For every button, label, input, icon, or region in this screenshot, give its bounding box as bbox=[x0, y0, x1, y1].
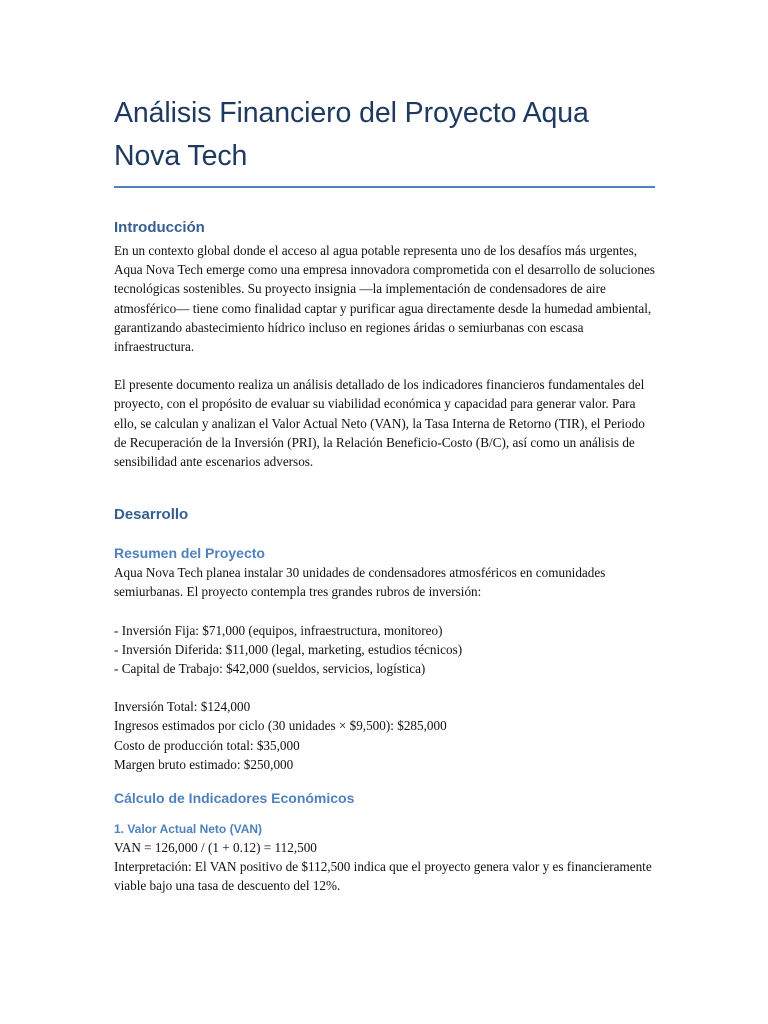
development-heading: Desarrollo bbox=[114, 506, 189, 524]
intro-paragraph-1: En un contexto global donde el acceso al agua potable representa uno de los desafíos más urgentes, Aqua Nova Tech emerge como una empresa innovadora comprometida con el desarrollo de soluciones tecnológicas sostenibles. Su proyecto insignia —la implementación de condensadores de aire atmosférico— tiene como finalidad captar y purificar agua directamente desde la humedad ambiental, garantizando abastecimiento hídrico incluso en regiones áridas o semiurbanas con escasa infraestructura. bbox=[114, 243, 655, 355]
investment-list bbox=[114, 621, 658, 679]
list-item: - Inversión Diferida: $11,000 (legal, marketing, estudios técnicos) bbox=[114, 641, 463, 657]
summary-paragraph: Aqua Nova Tech planea instalar 30 unidades de condensadores atmosféricos en comunidades semiurbanas. El proyecto contempla tres grandes rubros de inversión: bbox=[114, 565, 606, 600]
summary-heading: Resumen del Proyecto bbox=[114, 545, 265, 562]
list-item: - Inversión Fija: $71,000 (equipos, infraestructura, monitoreo) bbox=[114, 622, 443, 638]
document-title: Análisis Financiero del Proyecto Aqua Nova Tech bbox=[114, 97, 589, 172]
van-heading: 1. Valor Actual Neto (VAN) bbox=[114, 822, 263, 837]
list-item: Ingresos estimados por ciclo (30 unidades × $9,500): $285,000 bbox=[114, 718, 447, 734]
document-body bbox=[114, 92, 658, 896]
intro-heading: Introducción bbox=[114, 219, 205, 236]
list-item: Margen bruto estimado: $250,000 bbox=[114, 756, 294, 772]
indicators-heading: Cálculo de Indicadores Económicos bbox=[114, 790, 355, 807]
intro-paragraph-2: El presente documento realiza un análisis detallado de los indicadores financieros fundamentales del proyecto, con el propósito de evaluar su viabilidad económica y capacidad para generar valor. Para ello, se calculan y analizan el Valor Actual Neto (VAN), la Tasa Interna de Retorno (TIR), el Periodo de Recuperación de la Inversión (PRI), la Relación Beneficio-Costo (B/C), así como un análisis de sensibilidad ante escenarios adversos. bbox=[114, 377, 645, 470]
van-interpretation: Interpretación: El VAN positivo de $112,500 indica que el proyecto genera valor y es financieramente viable bajo una tasa de descuento del 12%. bbox=[114, 859, 652, 894]
list-item: - Capital de Trabajo: $42,000 (sueldos, servicios, logística) bbox=[114, 661, 426, 677]
list-item: Costo de producción total: $35,000 bbox=[114, 737, 300, 753]
van-formula: VAN = 126,000 / (1 + 0.12) = 112,500 bbox=[114, 840, 317, 856]
totals-list bbox=[114, 697, 658, 774]
list-item: Inversión Total: $124,000 bbox=[114, 699, 251, 715]
